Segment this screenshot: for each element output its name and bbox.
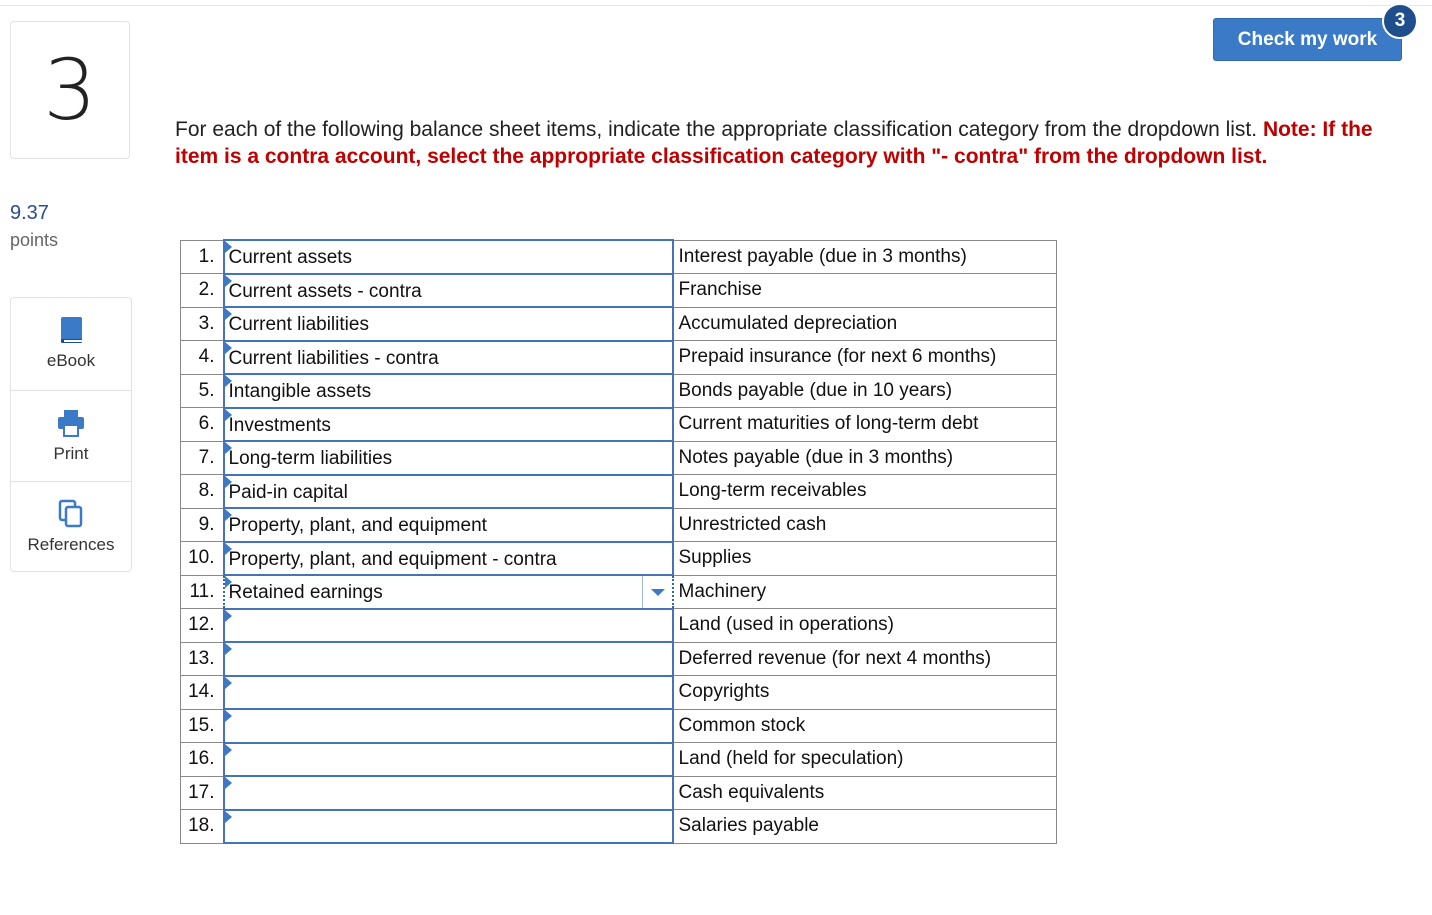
classification-dropdown[interactable] — [224, 307, 673, 341]
answer-flag-icon — [225, 677, 232, 689]
print-button[interactable] — [11, 390, 131, 482]
answer-flag-icon — [225, 610, 232, 622]
points-value: 9.37 — [10, 202, 49, 224]
table-row — [181, 743, 1057, 777]
references-button[interactable] — [11, 481, 131, 573]
selected-classification: Intangible assets — [228, 381, 372, 402]
table-row — [181, 676, 1057, 710]
book-icon — [55, 314, 87, 346]
selected-classification: Current liabilities — [228, 314, 369, 335]
balance-sheet-item: Bonds payable (due in 10 years) — [673, 374, 1057, 408]
table-row — [181, 508, 1057, 542]
row-number: 15. — [181, 709, 224, 743]
table-row — [181, 776, 1057, 810]
instruction-note: Note: If the item is a contra account, select the appropriate classification category with "- contra" from the dropdown list. — [175, 118, 1373, 168]
classification-dropdown[interactable] — [224, 575, 673, 609]
ebook-button[interactable] — [11, 298, 131, 389]
balance-sheet-item: Long-term receivables — [673, 475, 1057, 509]
row-number: 6. — [181, 408, 224, 442]
table-row — [181, 642, 1057, 676]
row-number: 11. — [181, 575, 224, 609]
row-number: 2. — [181, 274, 224, 308]
selected-classification: Current assets - contra — [228, 280, 422, 302]
row-number: 10. — [181, 542, 224, 576]
row-number: 13. — [181, 642, 224, 676]
selected-classification: Long-term liabilities — [228, 448, 393, 469]
balance-sheet-item: Prepaid insurance (for next 6 months) — [673, 341, 1057, 375]
attempts-badge: 3 — [1382, 3, 1418, 39]
table-row — [181, 408, 1057, 442]
row-number: 1. — [181, 240, 224, 274]
table-row — [181, 575, 1057, 609]
balance-sheet-item: Land (used in operations) — [673, 609, 1057, 643]
table-row — [181, 475, 1057, 509]
points-label: points — [10, 230, 59, 250]
balance-sheet-item: Supplies — [673, 542, 1057, 576]
classification-table — [180, 239, 1057, 844]
selected-classification: Current liabilities - contra — [228, 347, 439, 369]
balance-sheet-item: Interest payable (due in 3 months) — [673, 240, 1057, 274]
balance-sheet-item: Salaries payable — [673, 810, 1057, 844]
classification-dropdown[interactable] — [224, 676, 673, 710]
selected-classification: Retained earnings — [228, 582, 383, 603]
ebook-label: eBook — [46, 351, 96, 370]
classification-dropdown[interactable] — [224, 374, 673, 408]
balance-sheet-item: Copyrights — [673, 676, 1057, 710]
answer-flag-icon — [225, 643, 232, 655]
row-number: 4. — [181, 341, 224, 375]
row-number: 12. — [181, 609, 224, 643]
references-label: References — [27, 535, 115, 554]
answer-flag-icon — [225, 811, 232, 823]
row-number: 16. — [181, 743, 224, 777]
instruction-text: For each of the following balance sheet items, indicate the appropriate classification category from the dropdown list. — [175, 118, 1258, 141]
balance-sheet-item: Land (held for speculation) — [673, 743, 1057, 777]
classification-dropdown[interactable] — [224, 508, 673, 542]
balance-sheet-item: Cash equivalents — [673, 776, 1057, 810]
balance-sheet-item: Machinery — [673, 575, 1057, 609]
answer-flag-icon — [225, 710, 232, 722]
balance-sheet-item: Current maturities of long-term debt — [673, 408, 1057, 442]
table-row — [181, 240, 1057, 274]
table-row — [181, 609, 1057, 643]
table-row — [181, 542, 1057, 576]
row-number: 9. — [181, 508, 224, 542]
classification-dropdown[interactable] — [224, 709, 673, 743]
balance-sheet-item: Unrestricted cash — [673, 508, 1057, 542]
balance-sheet-item: Common stock — [673, 709, 1057, 743]
check-my-work-button[interactable]: Check my work — [1213, 18, 1402, 61]
classification-dropdown[interactable] — [224, 441, 673, 475]
classification-dropdown[interactable] — [224, 810, 673, 844]
balance-sheet-item: Notes payable (due in 3 months) — [673, 441, 1057, 475]
table-row — [181, 341, 1057, 375]
copy-documents-icon — [55, 498, 87, 530]
selected-classification: Investments — [228, 414, 331, 436]
table-row — [181, 810, 1057, 844]
row-number: 7. — [181, 441, 224, 475]
row-number: 8. — [181, 475, 224, 509]
table-row — [181, 274, 1057, 308]
table-row — [181, 374, 1057, 408]
selected-classification: Property, plant, and equipment - contra — [228, 548, 557, 570]
classification-dropdown[interactable] — [224, 609, 673, 643]
row-number: 3. — [181, 307, 224, 341]
chevron-down-icon[interactable] — [642, 576, 672, 608]
row-number: 14. — [181, 676, 224, 710]
print-label: Print — [53, 444, 89, 463]
classification-dropdown[interactable] — [224, 743, 673, 777]
selected-classification: Current assets — [228, 247, 353, 268]
top-divider — [0, 5, 1432, 6]
row-number: 18. — [181, 810, 224, 844]
side-tools-panel — [10, 297, 132, 572]
question-number: 3 — [10, 21, 130, 159]
answer-flag-icon — [225, 744, 232, 756]
row-number: 5. — [181, 374, 224, 408]
classification-dropdown[interactable] — [224, 341, 673, 375]
classification-dropdown[interactable] — [224, 642, 673, 676]
table-row — [181, 307, 1057, 341]
classification-dropdown[interactable] — [224, 776, 673, 810]
classification-dropdown[interactable] — [224, 240, 673, 274]
classification-dropdown[interactable] — [224, 542, 673, 576]
row-number: 17. — [181, 776, 224, 810]
table-row — [181, 441, 1057, 475]
balance-sheet-item: Accumulated depreciation — [673, 307, 1057, 341]
selected-classification: Paid-in capital — [228, 481, 348, 503]
instructions — [175, 116, 1415, 170]
selected-classification: Property, plant, and equipment — [228, 515, 487, 536]
classification-dropdown[interactable] — [224, 408, 673, 442]
balance-sheet-item: Deferred revenue (for next 4 months) — [673, 642, 1057, 676]
classification-dropdown[interactable] — [224, 274, 673, 308]
balance-sheet-item: Franchise — [673, 274, 1057, 308]
printer-icon — [55, 407, 87, 439]
classification-dropdown[interactable] — [224, 475, 673, 509]
table-row — [181, 709, 1057, 743]
answer-flag-icon — [225, 777, 232, 789]
